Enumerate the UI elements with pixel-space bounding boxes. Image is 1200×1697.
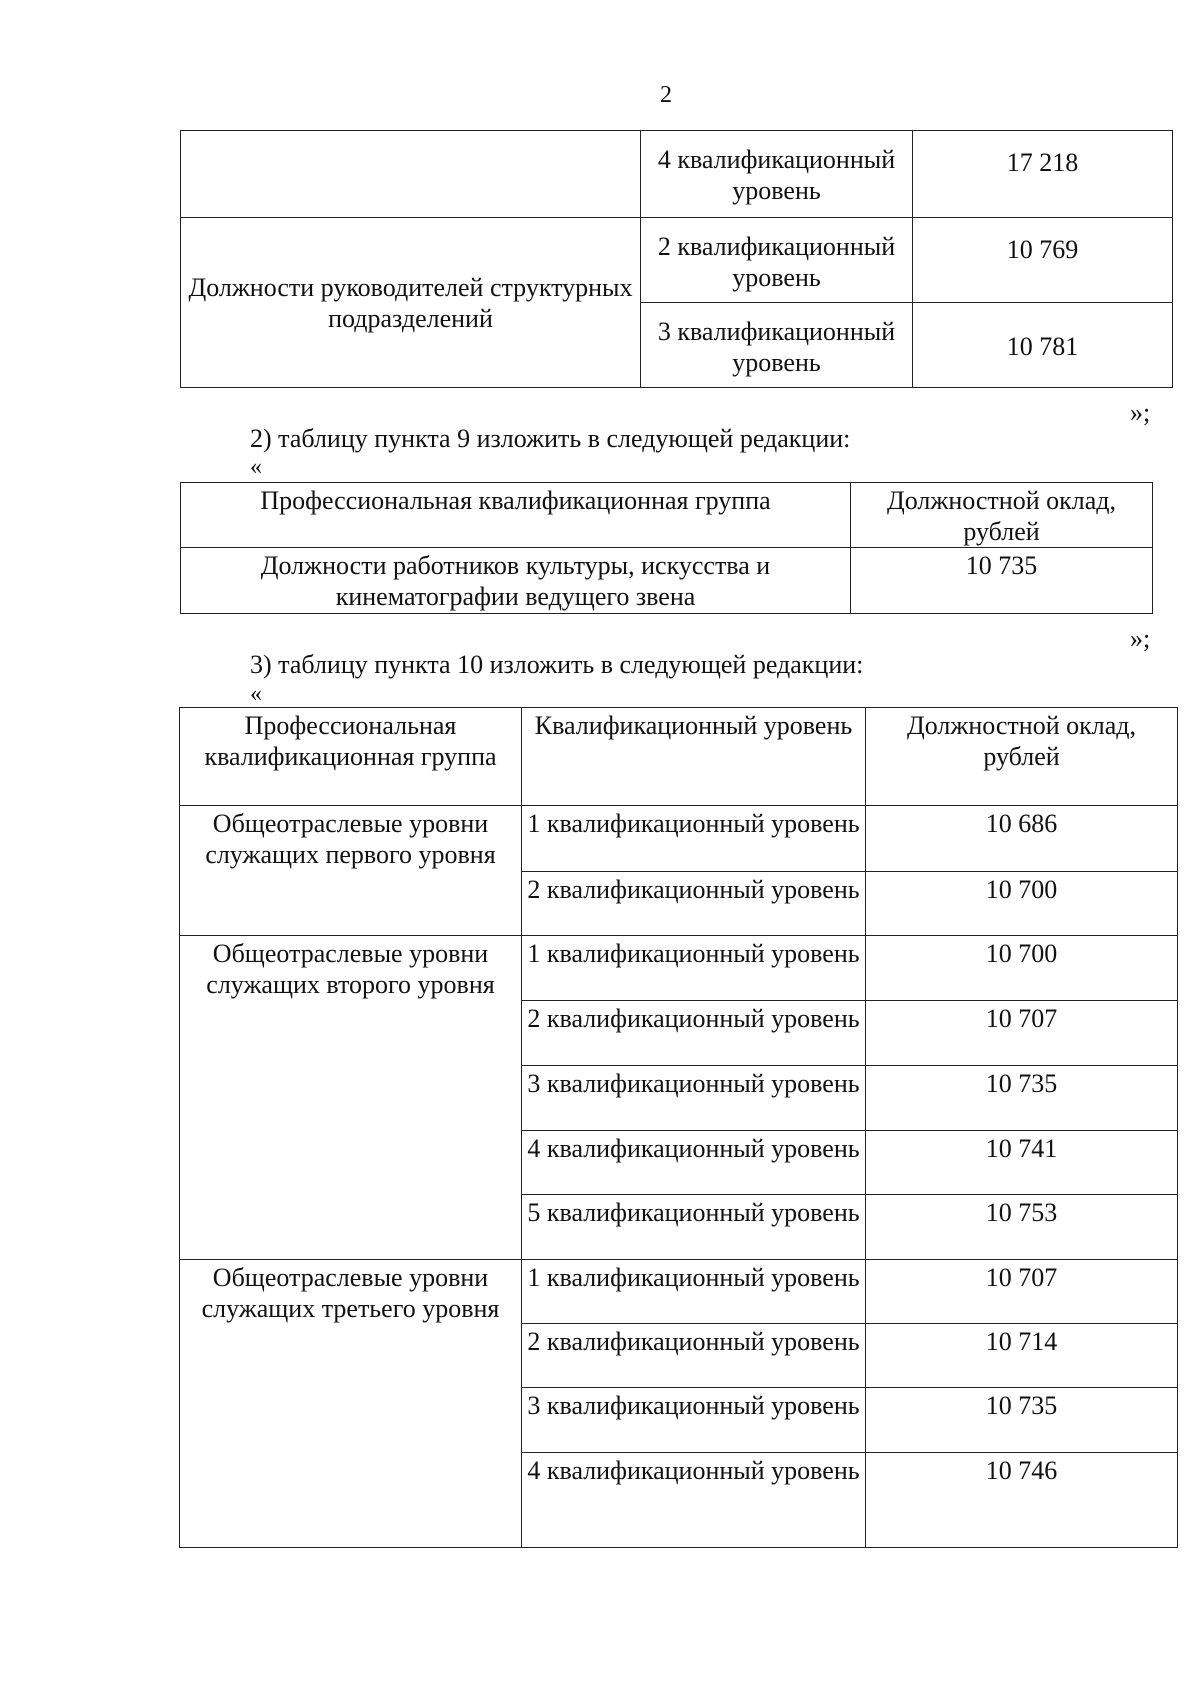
level-cell: 4 квалификационный уровень <box>522 1453 866 1548</box>
paragraph-3: 3) таблицу пункта 10 изложить в следующей редакции: <box>250 650 864 679</box>
paragraph-2: 2) таблицу пункта 9 изложить в следующей редакции: <box>250 424 851 453</box>
salary-cell: 10 686 <box>866 806 1178 872</box>
closing-quote: »; <box>1130 398 1151 427</box>
table-row <box>181 218 1173 303</box>
salary-cell: 10 735 <box>866 1388 1178 1453</box>
level-cell: 1 квалификационный уровень <box>522 936 866 1001</box>
salary-cell: 10 781 <box>913 303 1173 388</box>
level-cell: 4 квалификационный уровень <box>522 1131 866 1195</box>
salary-table-culture <box>180 482 1153 614</box>
level-cell: 4 квалификационный уровень <box>641 131 913 218</box>
salary-cell: 10 769 <box>913 218 1173 303</box>
level-cell: 1 квалификационный уровень <box>522 806 866 872</box>
salary-cell: 10 707 <box>866 1001 1178 1066</box>
opening-quote: « <box>250 454 262 480</box>
salary-cell: 10 700 <box>866 872 1178 936</box>
group-cell: Общеотраслевые уровни служащих первого уровня <box>180 806 522 936</box>
salary-cell: 10 746 <box>866 1453 1178 1548</box>
group-cell: Должности работников культуры, искусства и кинематографии ведущего звена <box>181 548 851 614</box>
level-cell: 3 квалификационный уровень <box>641 303 913 388</box>
level-cell: 1 квалификационный уровень <box>522 1260 866 1324</box>
table-row <box>181 548 1153 614</box>
salary-cell: 10 735 <box>851 548 1153 614</box>
salary-cell: 10 714 <box>866 1324 1178 1388</box>
header-group: Профессиональная квалификационная группа <box>180 708 522 806</box>
salary-cell: 10 741 <box>866 1131 1178 1195</box>
salary-table-employees <box>179 707 1178 1548</box>
table-row <box>180 806 1178 872</box>
closing-quote: »; <box>1130 624 1151 653</box>
level-cell: 2 квалификационный уровень <box>522 872 866 936</box>
group-cell: Общеотраслевые уровни служащих третьего уровня <box>180 1260 522 1548</box>
level-cell: 2 квалификационный уровень <box>522 1324 866 1388</box>
table-row <box>180 936 1178 1001</box>
page-number: 2 <box>660 82 672 108</box>
table-header-row <box>181 483 1153 548</box>
salary-cell: 10 700 <box>866 936 1178 1001</box>
salary-table-continued <box>180 130 1173 388</box>
header-salary: Должностной оклад, рублей <box>851 483 1153 548</box>
group-cell <box>181 131 641 218</box>
table-row <box>181 131 1173 218</box>
level-cell: 2 квалификационный уровень <box>522 1001 866 1066</box>
header-salary: Должностной оклад, рублей <box>866 708 1178 806</box>
level-cell: 5 квалификационный уровень <box>522 1195 866 1260</box>
salary-cell: 10 707 <box>866 1260 1178 1324</box>
table-row <box>180 1260 1178 1324</box>
salary-cell: 17 218 <box>913 131 1173 218</box>
header-level: Квалификационный уровень <box>522 708 866 806</box>
level-cell: 3 квалификационный уровень <box>522 1388 866 1453</box>
level-cell: 2 квалификационный уровень <box>641 218 913 303</box>
group-cell: Общеотраслевые уровни служащих второго уровня <box>180 936 522 1260</box>
salary-cell: 10 753 <box>866 1195 1178 1260</box>
group-cell: Должности руководителей структурных подразделений <box>181 218 641 388</box>
header-group: Профессиональная квалификационная группа <box>181 483 851 548</box>
salary-cell: 10 735 <box>866 1066 1178 1131</box>
table-header-row <box>180 708 1178 806</box>
level-cell: 3 квалификационный уровень <box>522 1066 866 1131</box>
opening-quote: « <box>250 681 262 707</box>
